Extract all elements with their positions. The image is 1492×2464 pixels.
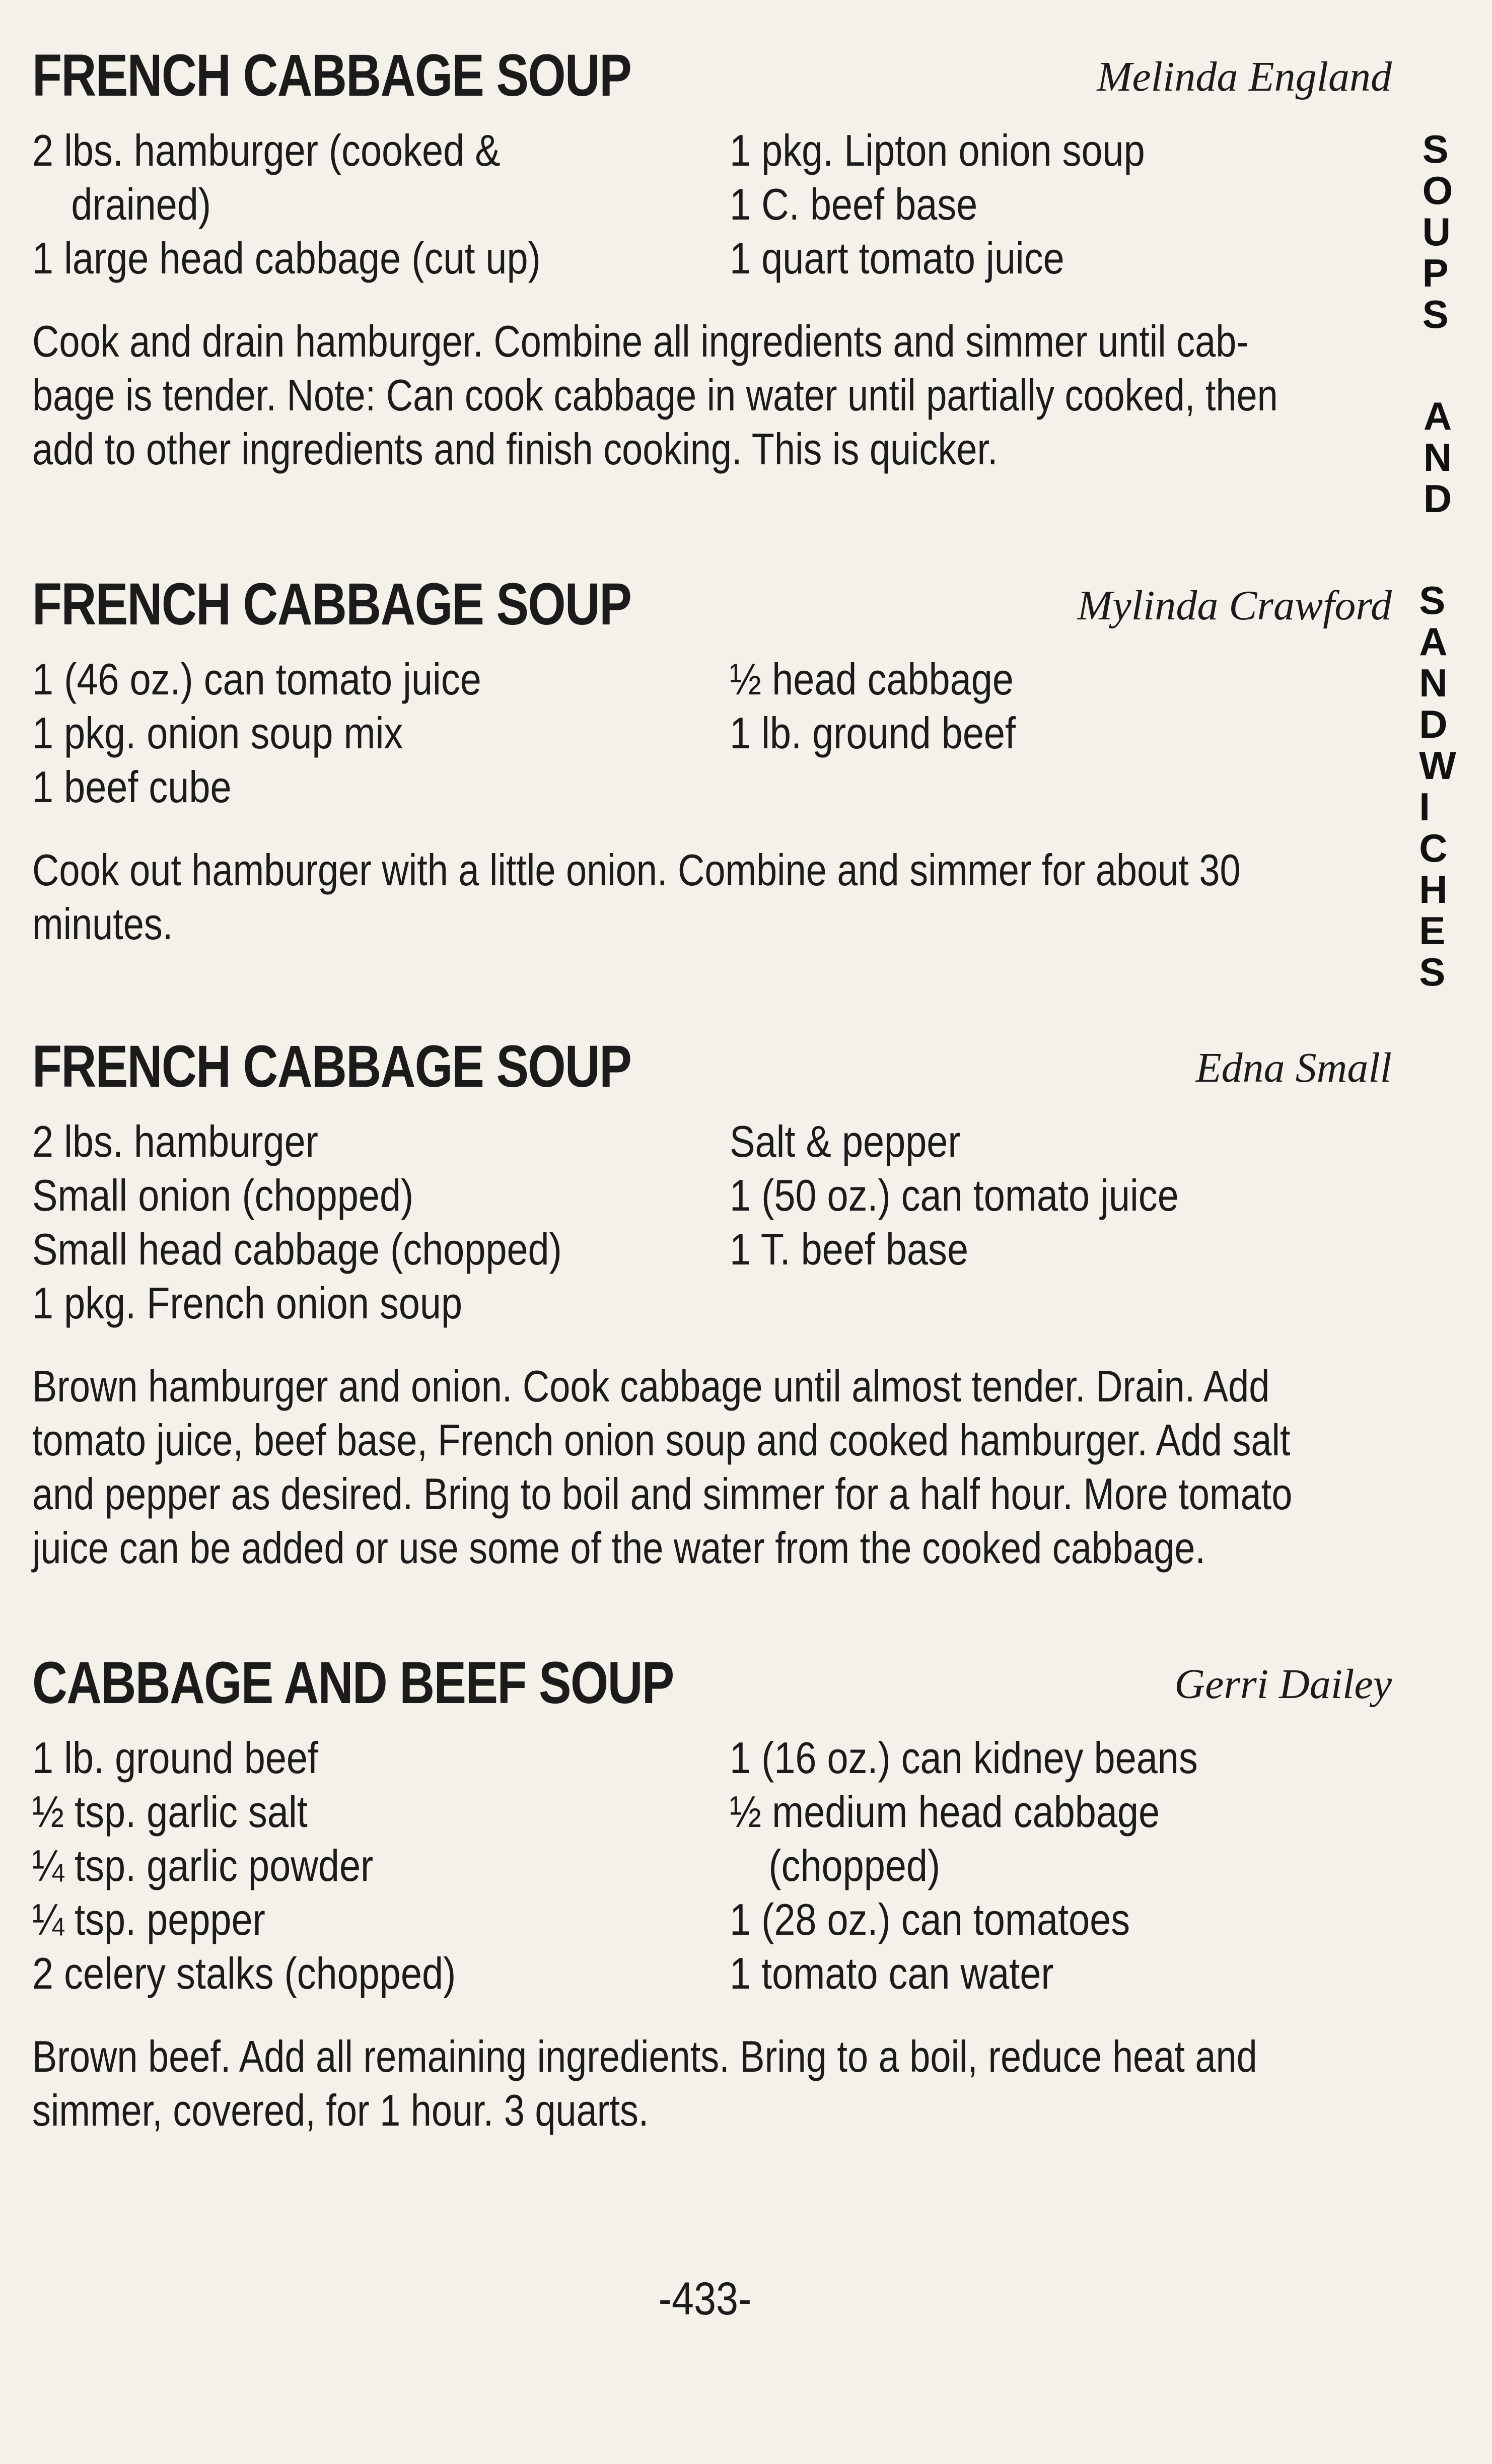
ingredient: 1 T. beef base [730, 1224, 969, 1274]
ingredient: 1 pkg. French onion soup [32, 1278, 463, 1328]
ingredient: 2 celery stalks (chopped) [32, 1948, 456, 1998]
ingredient: 1 (50 oz.) can tomato juice [730, 1170, 1179, 1220]
ingredients-right [730, 652, 1384, 814]
method-line: Cook and drain hamburger. Combine all ingredients and simmer until cab- [32, 316, 1249, 366]
ingredient: 1 (16 oz.) can kidney beans [730, 1733, 1198, 1783]
section-tab-letter: A [1419, 619, 1448, 664]
method-line: juice can be added or use some of the water from the cooked cabbage. [32, 1523, 1205, 1573]
ingredients-left [32, 123, 730, 285]
ingredient: ½ head cabbage [730, 654, 1014, 704]
recipe-2 [32, 572, 1392, 951]
section-tab-letter: D [1419, 702, 1448, 746]
recipe-header [32, 1650, 1392, 1731]
ingredient: 1 (46 oz.) can tomato juice [32, 654, 481, 704]
recipe-method [32, 2029, 1386, 2137]
recipe-author: Melinda England [1097, 53, 1392, 100]
method-line: minutes. [32, 899, 173, 949]
section-tab [1407, 128, 1468, 993]
section-tab-letter: U [1422, 209, 1451, 254]
ingredient: drained) [71, 179, 211, 229]
recipe-method [32, 843, 1386, 951]
recipe-title: FRENCH CABBAGE SOUP [32, 42, 631, 109]
recipe-header [32, 43, 1392, 123]
recipe-1 [32, 43, 1392, 476]
recipe-3 [32, 1034, 1392, 1575]
ingredient: 1 quart tomato juice [730, 233, 1064, 283]
ingredients-right [730, 1731, 1384, 2000]
ingredient-list [32, 1731, 1392, 2000]
ingredient: (chopped) [768, 1841, 941, 1890]
section-tab-letter: S [1419, 950, 1446, 994]
section-tab-letter: I [1419, 785, 1430, 829]
recipe-header [32, 1034, 1392, 1114]
ingredient: 2 lbs. hamburger [32, 1116, 318, 1166]
method-line: tomato juice, beef base, French onion soup and cooked hamburger. Add salt [32, 1415, 1291, 1465]
ingredient: 1 (28 oz.) can tomatoes [730, 1894, 1130, 1944]
ingredients-left [32, 1114, 730, 1330]
recipe-4 [32, 1650, 1392, 2137]
section-tab-letter: A [1423, 394, 1452, 438]
ingredient: 1 lb. ground beef [730, 708, 1016, 758]
page-number: -433- [658, 2273, 752, 2325]
ingredient-list [32, 652, 1392, 814]
recipe-title: FRENCH CABBAGE SOUP [32, 571, 631, 638]
ingredient-list [32, 1114, 1392, 1330]
method-line: bage is tender. Note: Can cook cabbage in water until partially cooked, then [32, 370, 1278, 420]
ingredients-left [32, 652, 730, 814]
ingredient-list [32, 123, 1392, 285]
section-tab-letter: P [1422, 251, 1449, 295]
section-tab-letter: E [1419, 908, 1446, 953]
recipe-title: CABBAGE AND BEEF SOUP [32, 1650, 674, 1716]
method-line: and pepper as desired. Bring to boil and simmer for a half hour. More tomato [32, 1469, 1293, 1519]
recipes-column [32, 43, 1392, 2137]
ingredient: 1 C. beef base [730, 179, 978, 229]
ingredient: ¼ tsp. garlic powder [32, 1841, 374, 1890]
section-tab-letter: C [1419, 826, 1448, 870]
section-tab-letter: H [1419, 867, 1448, 911]
recipe-method [32, 1359, 1386, 1575]
section-tab-letter: W [1419, 743, 1456, 788]
section-tab-letter: N [1419, 661, 1448, 705]
ingredient: 1 tomato can water [730, 1948, 1054, 1998]
section-tab-word [1424, 395, 1452, 519]
recipe-author: Gerri Dailey [1174, 1661, 1392, 1708]
section-tab-letter: O [1422, 168, 1453, 213]
recipe-title: FRENCH CABBAGE SOUP [32, 1033, 631, 1100]
recipe-method [32, 314, 1386, 476]
ingredient: ½ tsp. garlic salt [32, 1787, 308, 1837]
ingredient: ½ medium head cabbage [730, 1787, 1160, 1837]
section-tab-letter: S [1422, 127, 1449, 171]
ingredient: ¼ tsp. pepper [32, 1894, 265, 1944]
section-tab-letter: S [1422, 292, 1449, 336]
method-line: Brown hamburger and onion. Cook cabbage until almost tender. Drain. Add [32, 1361, 1270, 1411]
section-tab-letter: D [1423, 476, 1452, 521]
ingredients-left [32, 1731, 730, 2000]
ingredient: 1 beef cube [32, 762, 232, 812]
ingredients-right [730, 123, 1384, 285]
ingredient: Salt & pepper [730, 1116, 961, 1166]
ingredient: 1 large head cabbage (cut up) [32, 233, 541, 283]
section-tab-letter: S [1419, 578, 1446, 622]
ingredient: 1 pkg. Lipton onion soup [730, 125, 1145, 175]
recipe-author: Mylinda Crawford [1077, 582, 1392, 629]
recipe-header [32, 572, 1392, 652]
method-line: Brown beef. Add all remaining ingredients. Bring to a boil, reduce heat and [32, 2031, 1257, 2081]
method-line: Cook out hamburger with a little onion. Combine and simmer for about 30 [32, 845, 1241, 895]
ingredient: 1 pkg. onion soup mix [32, 708, 403, 758]
ingredients-right [730, 1114, 1384, 1330]
ingredient: 1 lb. ground beef [32, 1733, 319, 1783]
section-tab-letter: N [1423, 435, 1452, 479]
section-tab-word [1419, 580, 1456, 993]
ingredient: 2 lbs. hamburger (cooked & [32, 125, 501, 175]
method-line: simmer, covered, for 1 hour. 3 quarts. [32, 2085, 649, 2135]
recipe-author: Edna Small [1195, 1044, 1392, 1091]
method-line: add to other ingredients and finish cooking. This is quicker. [32, 424, 998, 474]
section-tab-word [1423, 128, 1453, 335]
ingredient: Small onion (chopped) [32, 1170, 414, 1220]
ingredient: Small head cabbage (chopped) [32, 1224, 562, 1274]
